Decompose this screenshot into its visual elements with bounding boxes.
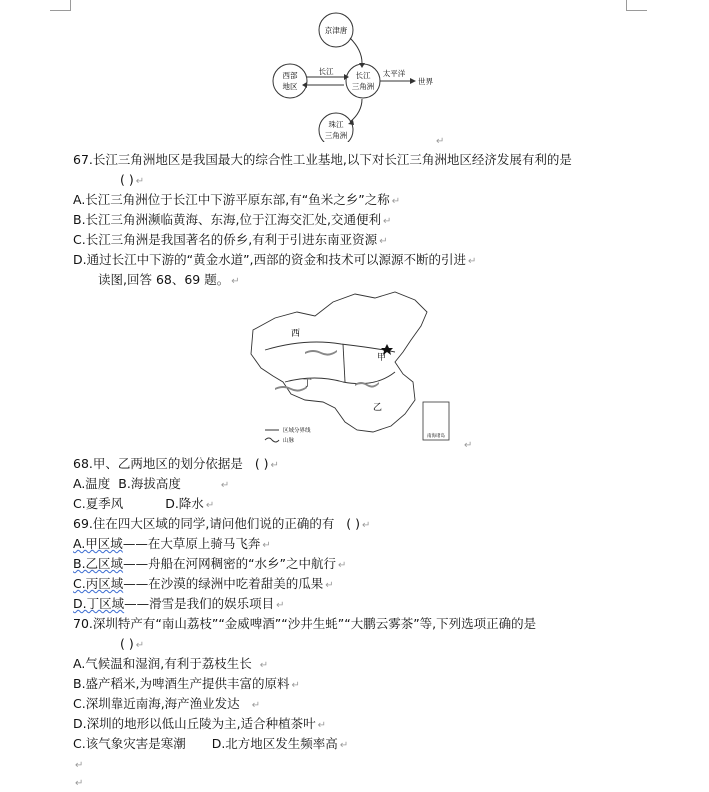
q69-option-a: A.甲区域——在大草原上骑马飞奔 ↵: [73, 536, 271, 551]
q70-stem: 70.深圳特产有“南山荔枝”“金威啤酒”“沙井生蚝”“大鹏云雾茶”等,下列选项正确的是: [73, 616, 537, 631]
flow-diagram: [270, 10, 450, 142]
q67-stem: 67.长江三角洲地区是我国最大的综合性工业基地,以下对长江三角洲地区经济发展有利的是: [73, 152, 572, 167]
empty-paragraph: ↵: [75, 760, 84, 771]
legend-boundary: 区域分界线: [283, 428, 311, 434]
edge-label-changjiang: 长江: [318, 67, 334, 76]
label-zhujiang-2: 三角洲: [324, 131, 348, 140]
label-delta-1: 长江: [355, 71, 371, 80]
label-jingjintang: 京津唐: [324, 26, 348, 35]
q70-option-cd2: C.该气象灾害是寒潮 D.北方地区发生频率高 ↵: [73, 736, 349, 751]
map-label-west: 西: [291, 329, 301, 339]
q69-stem: 69.住在四大区域的同学,请问他们说的正确的有 ( ) ↵: [73, 516, 371, 531]
para-mark: ↵: [464, 440, 473, 451]
q68-options-ab: A.温度 B.海拔高度 ↵: [73, 476, 230, 491]
q67-option-d: D.通过长江中下游的“黄金水道”,西部的资金和技术可以源源不断的引进 ↵: [73, 252, 477, 267]
q70-option-b: B.盛产稻米,为啤酒生产提供丰富的原料 ↵: [73, 676, 300, 691]
q69-option-c: C.丙区域——在沙漠的绿洲中吃着甜美的瓜果 ↵: [73, 576, 334, 591]
q67-blank: ( ) ↵: [120, 172, 145, 187]
page-corner-mark-left: [50, 0, 71, 11]
label-delta-2: 三角洲: [351, 82, 375, 91]
legend-mountain: 山脉: [283, 438, 295, 444]
q69-option-d: D.丁区域——滑雪是我们的娱乐项目 ↵: [73, 596, 285, 611]
region-boundary-1: [265, 342, 395, 352]
label-west-1: 西部: [282, 71, 298, 80]
map-label-jia: 甲: [377, 353, 387, 363]
china-outline: [251, 292, 427, 432]
para-mark: ↵: [436, 136, 445, 147]
region-boundary-3: [343, 344, 345, 382]
q67-option-b: B.长江三角洲濒临黄海、东海,位于江海交汇处,交通便利 ↵: [73, 212, 392, 227]
map-label-yi: 乙: [373, 403, 383, 413]
q67-option-c: C.长江三角洲是我国著名的侨乡,有利于引进东南亚资源 ↵: [73, 232, 388, 247]
map-intro: 读图,回答 68、69 题。 ↵: [98, 272, 240, 287]
q68-options-cd: C.夏季风 D.降水 ↵: [73, 496, 215, 511]
empty-paragraph: ↵: [75, 778, 84, 789]
china-region-map: [245, 290, 465, 452]
q70-option-d: D.深圳的地形以低山丘陵为主,适合种植茶叶 ↵: [73, 716, 326, 731]
label-west-2: 地区: [282, 82, 298, 91]
label-zhujiang-1: 珠江: [328, 120, 344, 129]
label-world: 世界: [418, 77, 433, 86]
page-corner-mark-right: [626, 0, 647, 11]
node-changjiang-delta: [346, 64, 380, 98]
region-boundary-2: [285, 372, 395, 384]
q69-option-b: B.乙区域——舟船在河网稠密的“水乡”之中航行 ↵: [73, 556, 347, 571]
q70-blank: ( ) ↵: [120, 636, 145, 651]
map-label-ding: 丁: [303, 379, 313, 389]
edge-label-pacific: 太平洋: [382, 69, 406, 78]
q70-option-c: C.深圳靠近南海,海产渔业发达 ↵: [73, 696, 261, 711]
node-west: [273, 64, 307, 98]
map-inset-label: 南海诸岛: [427, 434, 445, 439]
q70-option-a: A.气候温和湿润,有利于荔枝生长 ↵: [73, 656, 269, 671]
q67-option-a: A.长江三角洲位于长江中下游平原东部,有“鱼米之乡”之称 ↵: [73, 192, 401, 207]
q68-stem: 68.甲、乙两地区的划分依据是 ( ) ↵: [73, 456, 279, 471]
